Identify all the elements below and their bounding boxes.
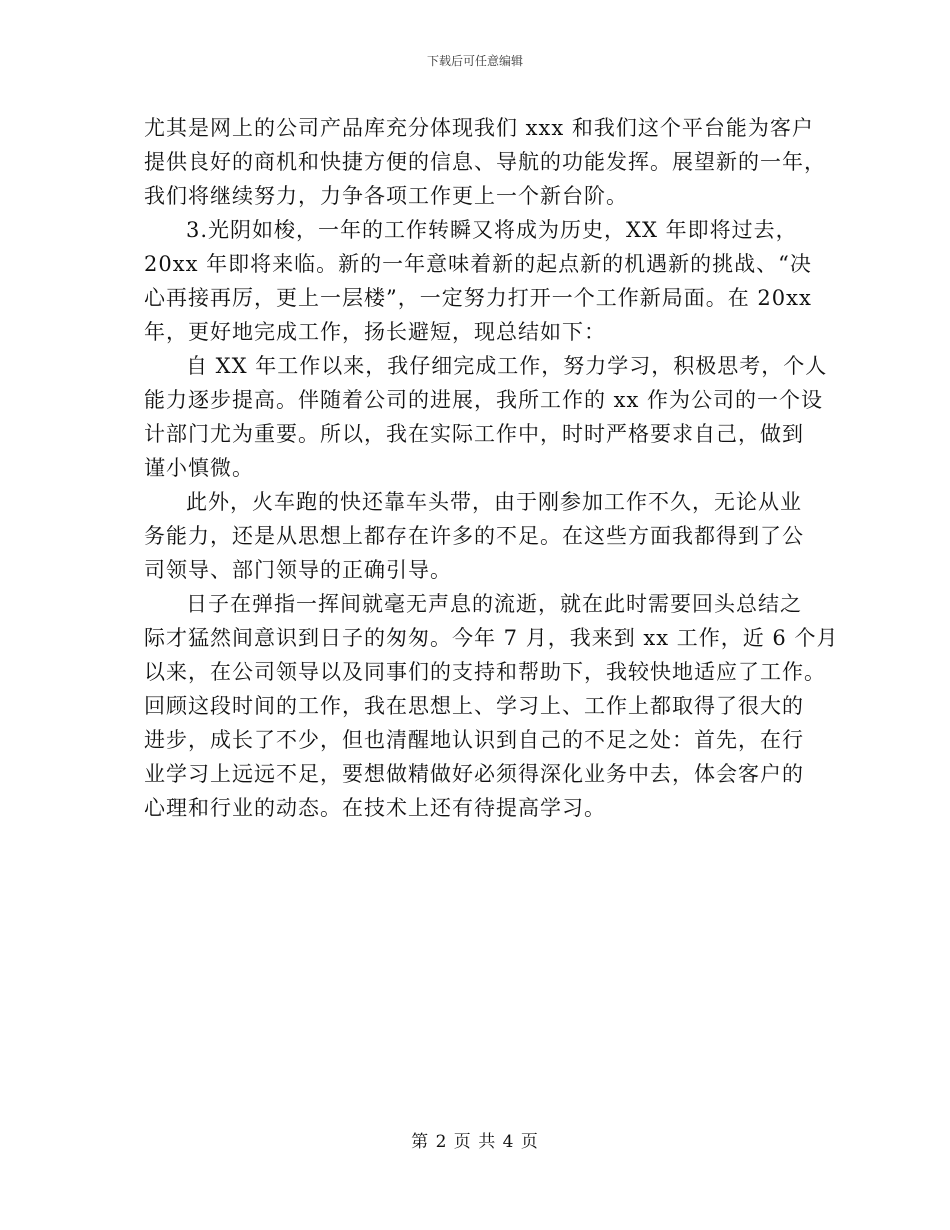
text-line: 提供良好的商机和快捷方便的信息、导航的功能发挥。展望新的一年， xyxy=(144,150,826,174)
text-line: 务能力，还是从思想上都存在许多的不足。在这些方面我都得到了公 xyxy=(144,524,804,548)
text-line: 业学习上远远不足，要想做精做好必须得深化业务中去，体会客户的 xyxy=(144,762,804,786)
text-line: 司领导、部门领导的正确引导。 xyxy=(144,558,452,582)
text-line: 我们将继续努力，力争各项工作更上一个新台阶。 xyxy=(144,184,628,208)
page-footer: 第 2 页 共 4 页 xyxy=(411,1132,539,1152)
text-line: 以来，在公司领导以及同事们的支持和帮助下，我较快地适应了工作。 xyxy=(144,660,826,684)
paragraph-start-line: 日子在弹指一挥间就毫无声息的流逝，就在此时需要回头总结之 xyxy=(186,592,802,616)
text-line: 进步，成长了不少，但也清醒地认识到自己的不足之处：首先，在行 xyxy=(144,728,804,752)
text-line: 计部门尤为重要。所以，我在实际工作中，时时严格要求自己，做到 xyxy=(144,422,804,446)
text-line: 际才猛然间意识到日子的匆匆。今年 7 月，我来到 xx 工作，近 6 个月 xyxy=(144,626,839,650)
text-line: 谨小慎微。 xyxy=(144,456,254,480)
text-line: 年，更好地完成工作，扬长避短，现总结如下： xyxy=(144,320,606,344)
paragraph-start-line: 3.光阴如梭，一年的工作转瞬又将成为历史，XX 年即将过去， xyxy=(186,218,798,242)
text-line: 20xx 年即将来临。新的一年意味着新的起点新的机遇新的挑战、“决 xyxy=(144,252,812,276)
paragraph-start-line: 自 XX 年工作以来，我仔细完成工作，努力学习，积极思考，个人 xyxy=(186,354,828,378)
text-line: 尤其是网上的公司产品库充分体现我们 xxx 和我们这个平台能为客户 xyxy=(144,116,814,140)
text-line: 心再接再厉，更上一层楼”，一定努力打开一个工作新局面。在 20xx xyxy=(144,286,812,310)
text-line: 能力逐步提高。伴随着公司的进展，我所工作的 xx 作为公司的一个设 xyxy=(144,388,824,412)
text-line: 回顾这段时间的工作，我在思想上、学习上、工作上都取得了很大的 xyxy=(144,694,804,718)
document-body xyxy=(144,111,839,825)
text-line: 心理和行业的动态。在技术上还有待提高学习。 xyxy=(144,796,606,820)
page-header: 下载后可任意编辑 xyxy=(426,54,523,68)
paragraph-start-line: 此外，火车跑的快还靠车头带，由于刚参加工作不久，无论从业 xyxy=(186,490,802,514)
